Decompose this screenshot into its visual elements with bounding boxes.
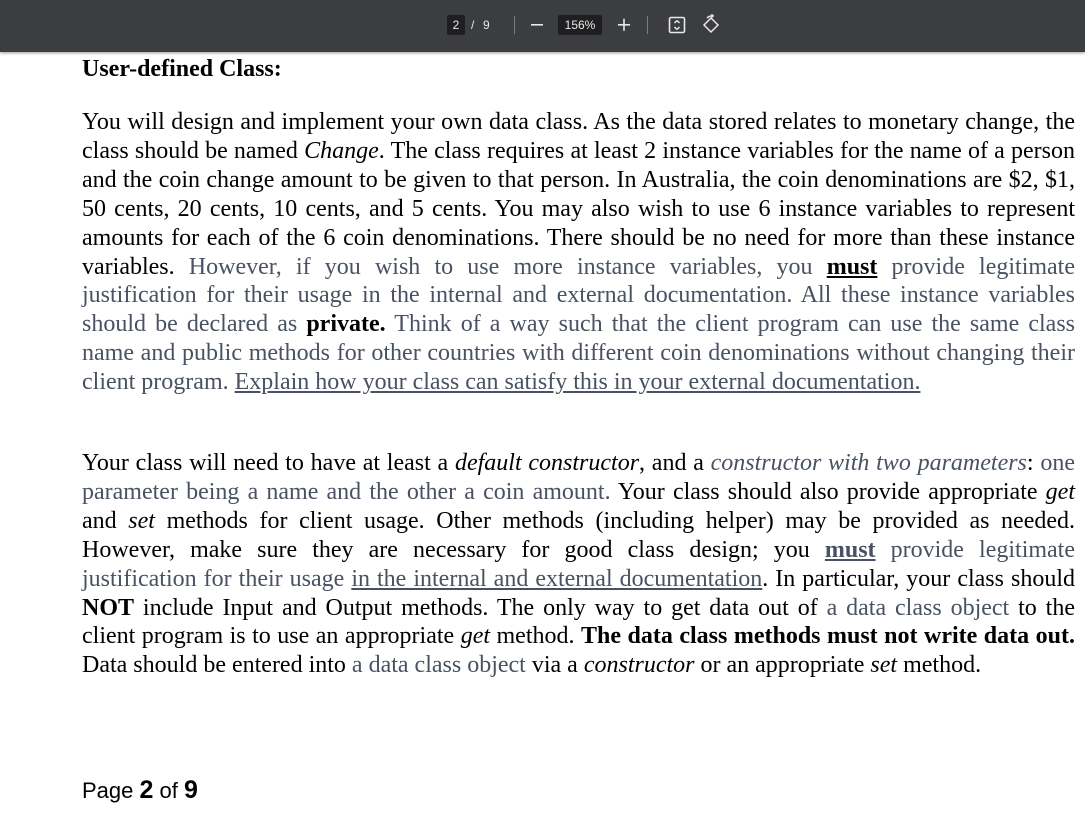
paragraph-2 [82,449,1075,680]
p2-text-6: and [82,507,129,534]
not-emphasis: NOT [82,594,135,621]
minus-icon [525,13,549,37]
p2-text-2: , and a [639,450,711,476]
p1-text-3: However, if you wish to use more instance variables, you [188,253,827,280]
footer-total-pages: 9 [184,776,198,804]
set-term: set [870,652,898,679]
page-footer [82,776,198,805]
fit-page-button[interactable] [665,13,689,37]
documentation-underline: in the internal and external documentation [351,565,763,592]
p2-text-4: one parameter being a name and the other a coin amount. [82,450,1075,505]
zoom-in-button[interactable] [612,13,636,37]
rotate-button[interactable] [699,13,723,37]
get-term: get [460,623,491,650]
current-page-input[interactable]: 2 [447,15,465,35]
two-param-constructor-term: constructor with two parameters [710,450,1027,476]
total-pages: 9 [483,18,490,32]
p1-text-1: You will design and implement your own data class. As the data stored relates to monetary change, the class should be named [82,109,1075,164]
p1-text-2: . The class requires at least 2 instance variables for the name of a person and the coin change amount to be given to that person. In Australia, the coin denominations are $2, $1, 50 cents, 20 cents, 10 cents, and 5 cents. You may also wish to use 6 instance variables to represent amounts for each of the 6 coin denominations. There should be no need for more than these instance variables. [82,137,1075,280]
p2-text-7: methods for client usage. Other methods (including helper) may be provided as needed. However, make sure they are necessary for good class design; you [82,507,1076,563]
default-constructor-term: default constructor [454,450,640,476]
paragraph-1 [82,108,1075,397]
pdf-toolbar [0,0,1085,52]
must-not-write-emphasis: The data class methods must not write data out. [581,623,1075,650]
private-emphasis: private. [306,311,386,338]
must-emphasis: must [826,253,878,280]
get-term: get [1045,478,1075,505]
p2-text-8: provide legitimate justification for their usage [82,536,1075,592]
p2-text-13: Data should be entered into [82,652,352,679]
p2-text-5: Your class should also provide appropriate [610,478,1046,505]
constructor-term: constructor [583,652,695,679]
data-class-object-term: a data class object [351,652,526,679]
zoom-level-input[interactable]: 156% [558,15,602,35]
p2-text-16: method. [897,652,982,679]
class-name-change: Change [304,137,379,164]
plus-icon [612,13,636,37]
p1-text-4: provide legitimate justification for their usage in the internal and external documentation. All these instance variables should be declared as [82,253,1076,338]
toolbar-divider [647,16,648,34]
p2-text-15: or an appropriate [694,652,871,679]
footer-of-word: of [159,778,178,803]
p2-text-1: Your class will need to have at least a [82,450,455,476]
p2-text-12: method. [490,623,581,650]
set-term: set [128,507,155,534]
explain-underline: Explain how your class can satisfy this in your external documentation. [234,369,921,396]
p2-text-9: . In particular, your class should [762,565,1075,592]
p1-text-5: Think of a way such that the client program can use the same class name and public methods for other countries with different coin denominations without changing their client program. [82,311,1075,396]
section-heading: User-defined Class: [82,56,282,82]
p2-text-3: : [1026,450,1041,476]
fit-page-icon [665,13,689,37]
p2-text-11: to the client program is to use an appropriate [82,594,1075,650]
footer-page-word: Page [82,778,134,803]
must-emphasis: must [824,536,876,563]
rotate-icon [699,13,723,37]
p2-text-10: include Input and Output methods. The only way to get data out of [134,594,827,621]
toolbar-divider [514,16,515,34]
footer-page-number: 2 [139,776,154,804]
data-class-object-term: a data class object [826,594,1010,621]
document-page [82,52,1075,831]
zoom-out-button[interactable] [525,13,549,37]
page-separator: / [471,18,475,32]
p2-text-14: via a [525,652,584,679]
